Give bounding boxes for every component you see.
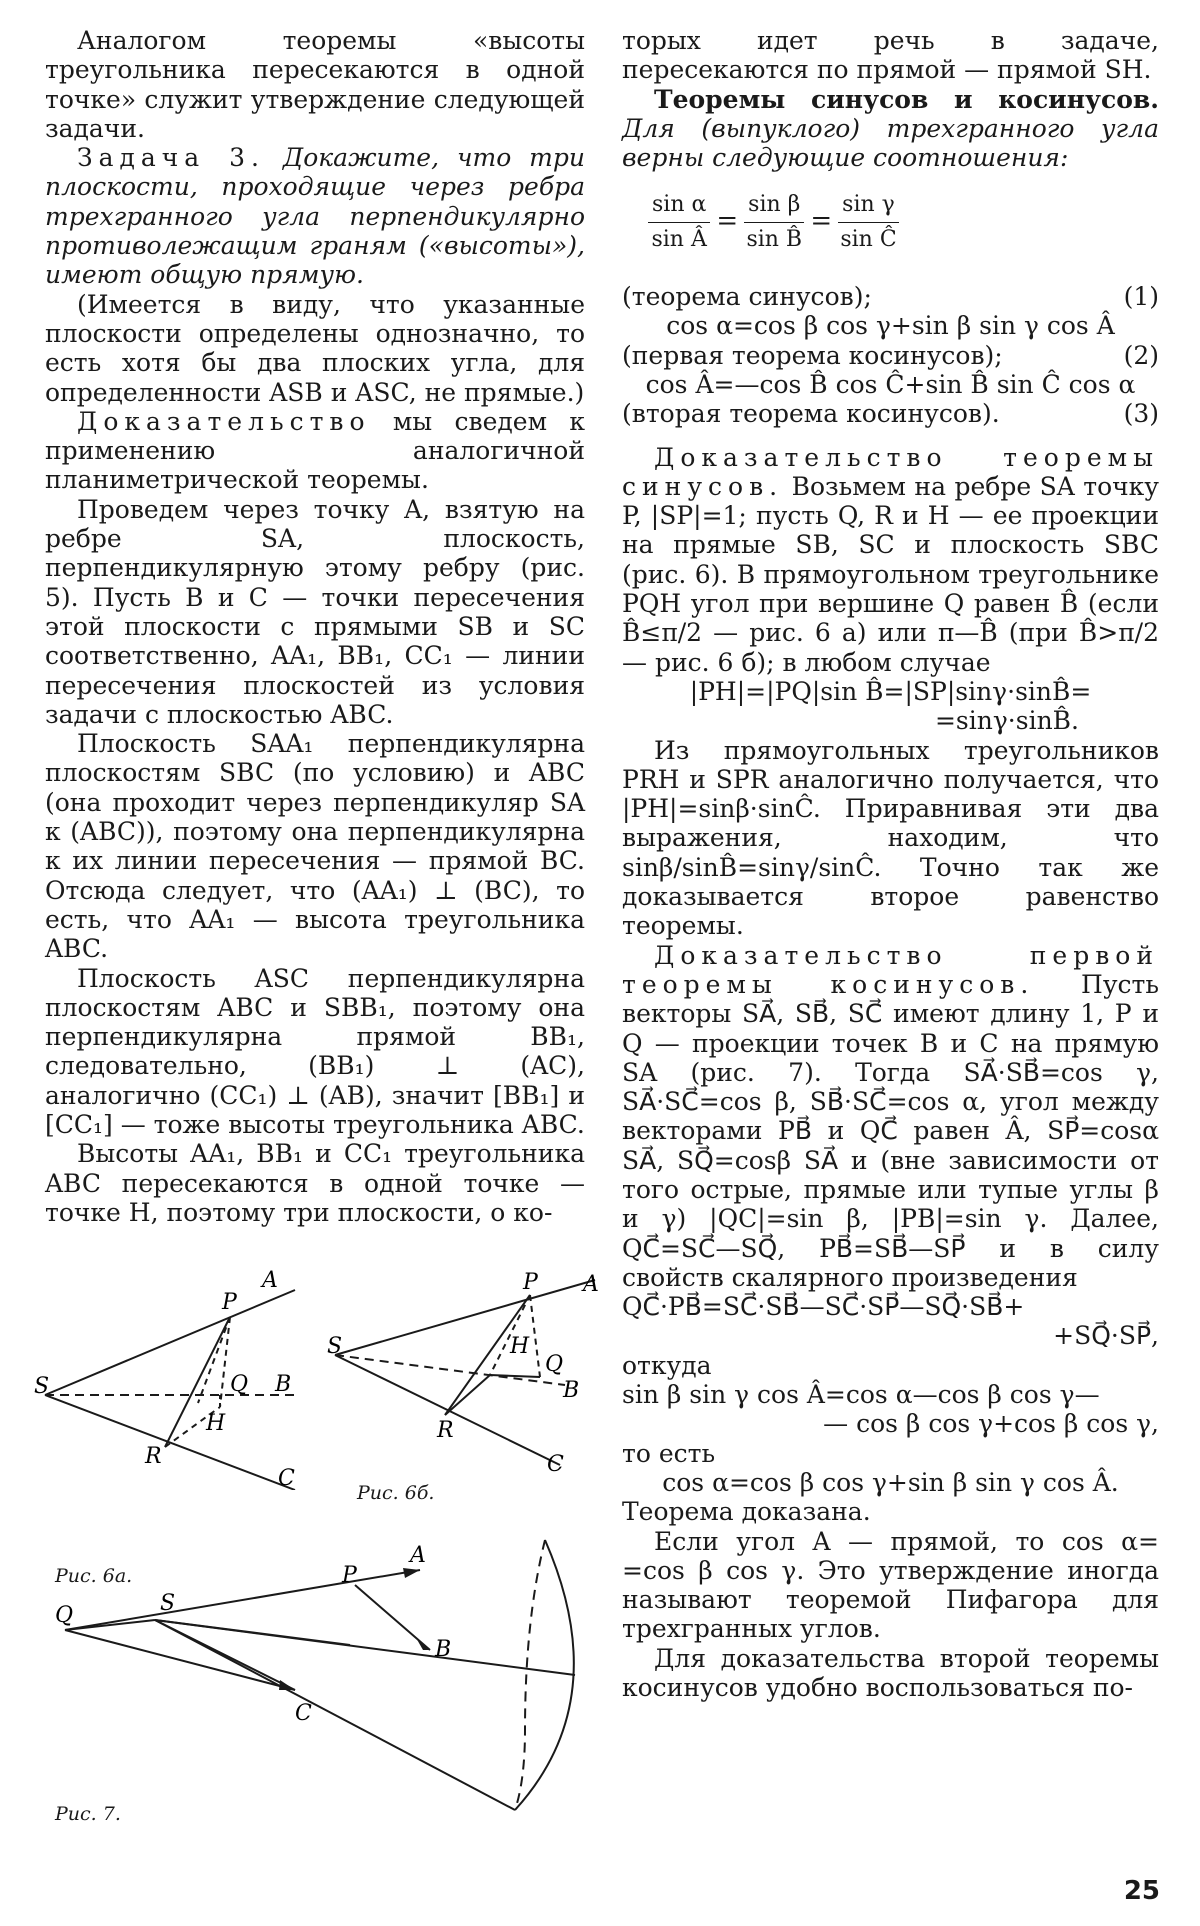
paragraph: Плоскость SAA₁ перпендикулярна плоскостям SBC (по условию) и ABC (она проходит через перпендикуляр SA к (ABC)), поэтому она перпендикулярна к их линии пересечения — прямой BC. Отсюда следует, что (AA₁) ⊥ (BC), то есть, что AA₁ — высота треугольника ABC. bbox=[45, 729, 585, 964]
equation-row bbox=[622, 399, 1159, 428]
equation: cos Â=—cos B̂ cos Ĉ+sin B̂ sin Ĉ cos α bbox=[645, 369, 1136, 399]
text: то есть bbox=[622, 1438, 716, 1468]
fraction bbox=[648, 190, 710, 254]
equation-number: (3) bbox=[1123, 399, 1159, 429]
equation: cos α=cos β cos γ+sin β sin γ cos Â. bbox=[662, 1467, 1119, 1497]
label-P: P bbox=[342, 1563, 357, 1588]
label-R: R bbox=[145, 1444, 162, 1469]
label-P: P bbox=[523, 1270, 538, 1295]
label-C: C bbox=[547, 1452, 564, 1475]
paragraph: Из прямоугольных треугольников PRH и SPR аналогично получается, что |PH|=sinβ·sinĈ. Приравнивая эти два выражения, находим, что sinβ/sinB̂=sinγ/sinĈ. Точно так же доказывается второе равенство теоремы. bbox=[622, 735, 1159, 941]
equation-label: (первая теорема косинусов); bbox=[622, 340, 1003, 370]
numerator: sin α bbox=[648, 190, 710, 222]
proof-cosine bbox=[622, 941, 1159, 1293]
proof-label: Доказательство первой теоремы косинусов. bbox=[622, 940, 1159, 999]
denominator: sin Ĉ bbox=[840, 226, 897, 252]
label-S: S bbox=[160, 1591, 176, 1616]
equation: — cos β cos γ+cos β cos γ, bbox=[823, 1409, 1159, 1439]
proof-text: Возьмем на ребре SA точку P, |SP|=1; пусть Q, R и H — ее проекции на прямые SB, SC и плоскость SBC (рис. 6). В прямоугольном треугольнике PQH угол при вершине Q равен B̂ (если B̂≤π/2 — рис. 6 а) или π—B̂ (при B̂>π/2 — рис. 6 б); в любом случае bbox=[622, 471, 1159, 677]
label-S: S bbox=[34, 1374, 50, 1399]
label-B: B bbox=[435, 1637, 452, 1662]
paragraph: Аналогом теоремы «высоты треугольника пересекаются в одной точке» служит утверждение следующей задачи. bbox=[45, 26, 585, 143]
caption-fig6b: Рис. 6б. bbox=[357, 1482, 435, 1504]
text: откуда bbox=[622, 1350, 712, 1380]
denominator: sin Â bbox=[651, 226, 707, 252]
label-Q: Q bbox=[545, 1352, 564, 1377]
proof-text: Пусть векторы SA⃗, SB⃗, SC⃗ имеют длину 1, P и Q — проекции точек B и C на прямую SA (рис. 7). Тогда SA⃗·SB⃗=cos γ, SA⃗·SC⃗=cos β, SB⃗·SC⃗=cos α, угол между векторами PB⃗ и QC⃗ равен Â, SP⃗=cosα SA⃗, SQ⃗=cosβ SA⃗ и (вне зависимости от того острые, прямые или тупые углы β и γ) |QC|=sin β, |PB|=sin γ. Далее, QC⃗=SC⃗—SQ⃗, PB⃗=SB⃗—SP⃗ и в силу свойств скалярного произведения bbox=[622, 969, 1159, 1292]
caption-fig7: Рис. 7. bbox=[55, 1803, 121, 1825]
equation: +SQ⃗·SP⃗, bbox=[1053, 1321, 1159, 1351]
equation-label: (теорема синусов); bbox=[622, 282, 872, 312]
label-B: B bbox=[563, 1378, 580, 1403]
fraction bbox=[838, 190, 899, 254]
equation-row bbox=[622, 341, 1159, 370]
equation: =sinγ·sinB̂. bbox=[934, 706, 1079, 736]
label-S: S bbox=[327, 1334, 343, 1359]
label-C: C bbox=[278, 1466, 295, 1490]
paragraph: Высоты AA₁, BB₁ и CC₁ треугольника ABC пересекаются в одной точке — точке H, поэтому три плоскости, о ко- bbox=[45, 1139, 585, 1227]
equation-number: (1) bbox=[1123, 282, 1159, 312]
label-H: H bbox=[510, 1334, 530, 1359]
label-A: A bbox=[583, 1272, 599, 1297]
label-B: B bbox=[275, 1372, 292, 1397]
proof-sine bbox=[622, 443, 1159, 677]
equation-label: (вторая теорема косинусов). bbox=[622, 399, 1000, 429]
caption-fig6a: Рис. 6а. bbox=[55, 1565, 133, 1587]
figure-7 bbox=[55, 1530, 595, 1820]
theorem-statement bbox=[622, 85, 1159, 173]
equation: sin β sin γ cos Â=cos α—cos β cos γ— bbox=[622, 1380, 1100, 1410]
text: Теорема доказана. bbox=[622, 1497, 871, 1527]
label-R: R bbox=[437, 1418, 454, 1443]
proof-label: Доказательство теоремы синусов. bbox=[622, 442, 1159, 501]
problem-label: Задача 3. bbox=[77, 143, 265, 173]
equation-row bbox=[622, 282, 1159, 311]
theorem-title: Теоремы синусов и косинусов. bbox=[654, 84, 1159, 114]
label-Q: Q bbox=[55, 1603, 74, 1628]
equation: QC⃗·PB⃗=SC⃗·SB⃗—SC⃗·SP⃗—SQ⃗·SB⃗+ bbox=[622, 1292, 1025, 1322]
paragraph: торых идет речь в задаче, пересекаются по прямой — прямой SH. bbox=[622, 26, 1159, 85]
proof-label: Доказательство bbox=[77, 406, 371, 436]
equation: cos α=cos β cos γ+sin β sin γ cos Â bbox=[666, 311, 1115, 341]
label-H: H bbox=[206, 1411, 226, 1436]
paragraph: Проведем через точку A, взятую на ребре SA, плоскость, перпендикулярную этому ребру (рис. 5). Пусть B и C — точки пересечения этой плоскости с прямыми SB и SC соответственно, AA₁, BB₁, CC₁ — линии пересечения плоскостей из условия задачи с плоскостью ABC. bbox=[45, 494, 585, 729]
figure-6a bbox=[30, 1265, 315, 1490]
numerator: sin β bbox=[744, 190, 804, 222]
label-A: A bbox=[410, 1543, 426, 1568]
paragraph: (Имеется в виду, что указанные плоскости определены однозначно, то есть хотя бы два плоских угла, для определенности ASB и ASC, не прямые.) bbox=[45, 289, 585, 407]
right-column bbox=[622, 26, 1159, 1702]
label-A: A bbox=[262, 1268, 278, 1293]
problem-3 bbox=[45, 143, 585, 289]
problem-text: Докажите, что три плоскости, проходящие через ребра трехгранного угла перпендикулярно противолежащим граням («высоты»), имеют общую прямую. bbox=[45, 143, 585, 290]
denominator: sin B̂ bbox=[746, 226, 803, 252]
equation-number: (2) bbox=[1123, 340, 1159, 370]
numerator: sin γ bbox=[838, 190, 899, 222]
equation: |PH|=|PQ|sin B̂=|SP|sinγ·sinB̂= bbox=[689, 676, 1092, 706]
proof-text: мы сведем к применению аналогичной планиметрической теоремы. bbox=[45, 406, 585, 495]
proof-intro bbox=[45, 407, 585, 495]
label-P: P bbox=[222, 1290, 237, 1315]
paragraph: Если угол A — прямой, то cos α= =cos β cos γ. Это утверждение иногда называют теоремой Пифагора для трехгранных углов. bbox=[622, 1526, 1159, 1644]
left-column bbox=[45, 26, 585, 1227]
fraction bbox=[744, 190, 804, 254]
label-C: C bbox=[295, 1701, 312, 1726]
label-Q: Q bbox=[230, 1372, 249, 1397]
paragraph: Для доказательства второй теоремы косинусов удобно воспользоваться по- bbox=[622, 1643, 1159, 1703]
theorem-text: Для (выпуклого) трехгранного угла верны следующие соотношения: bbox=[622, 113, 1159, 173]
paragraph: Плоскость ASC перпендикулярна плоскостям ABC и SBB₁, поэтому она перпендикулярна прямой BB₁, следовательно, (BB₁) ⊥ (AC), аналогично (CC₁) ⊥ (AB), значит [BB₁] и [CC₁] — тоже высоты треугольника ABC. bbox=[45, 963, 585, 1139]
figure-6b bbox=[325, 1265, 605, 1475]
sine-law-fraction: $\frac{\text{sin α}}{\text{sin Â}}$ = $\frac{\text{sin β}}{\text{sin B̂}}$ = $\frac{\text{sin γ}}{\text{sin Ĉ}}$ bbox=[642, 190, 1159, 254]
page-number: 25 bbox=[1123, 1876, 1160, 1906]
